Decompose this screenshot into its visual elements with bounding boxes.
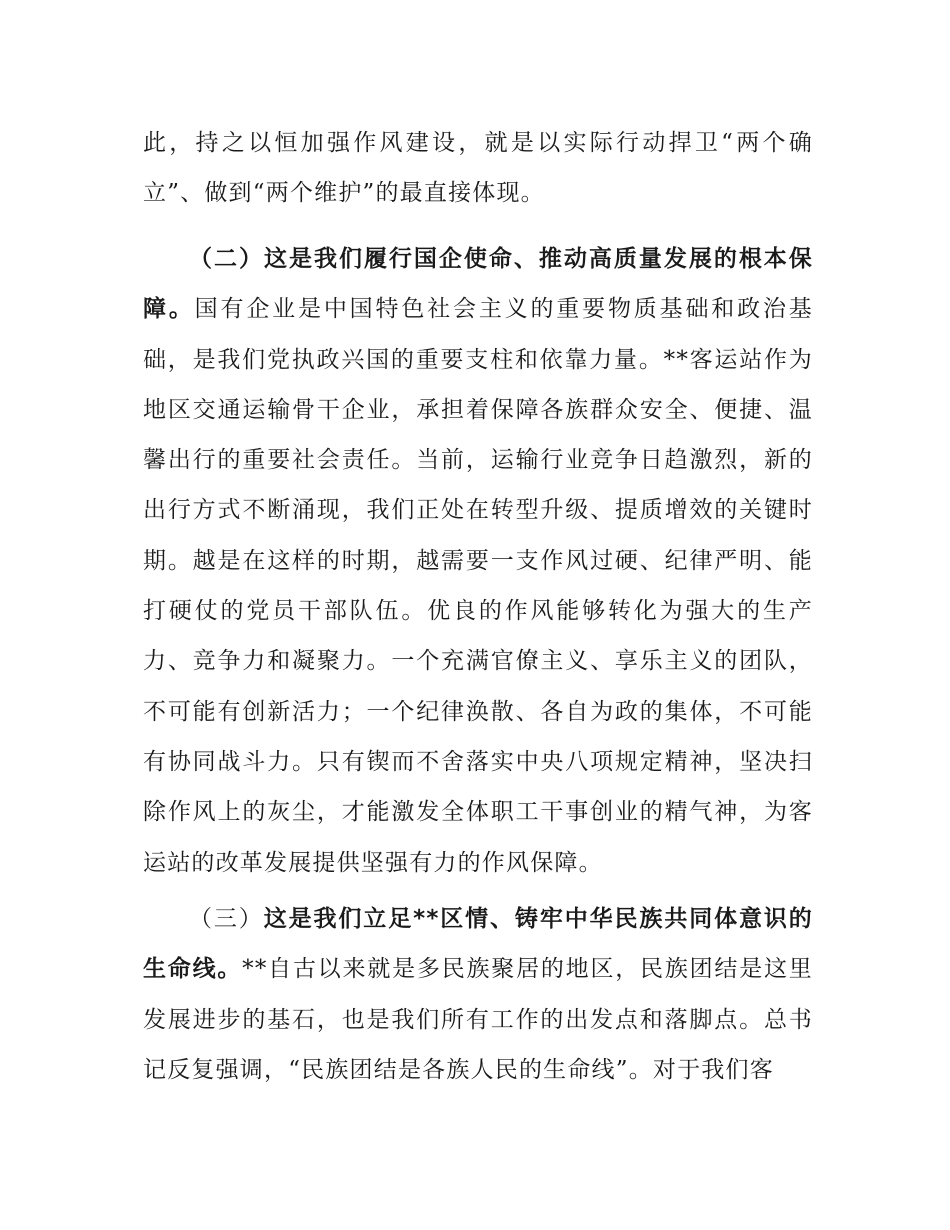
section-number: （三）: [189, 906, 264, 932]
paragraph-section-two: [143, 234, 813, 888]
paragraph-section-three: [143, 894, 813, 1095]
paragraph-body: 国有企业是中国特色社会主义的重要物质基础和政治基础，是我们党执政兴国的重要支柱和依靠力量。**客运站作为地区交通运输骨干企业，承担着保障各族群众安全、便捷、温馨出行的重要社会责任。当前，运输行业竞争日趋激烈，新的出行方式不断涌现，我们正处在转型升级、提质增效的关键时期。越是在这样的时期，越需要一支作风过硬、纪律严明、能打硬仗的党员干部队伍。优良的作风能够转化为强大的生产力、竞争力和凝聚力。一个充满官僚主义、享乐主义的团队，不可能有创新活力；一个纪律涣散、各自为政的集体，不可能有协同战斗力。只有锲而不舍落实中央八项规定精神，坚决扫除作风上的灰尘，才能激发全体职工干事创业的精气神，为客运站的改革发展提供坚强有力的作风保障。: [143, 296, 813, 876]
section-heading: （二）这是我们履行国企使命、推动高质量发展的根本保障。: [143, 246, 813, 323]
paragraph-continuation: [143, 118, 813, 219]
paragraph-text: 此，持之以恒加强作风建设，就是以实际行动捍卫“两个确立”、做到“两个维护”的最直接体现。: [143, 130, 813, 207]
paragraph-body: **自古以来就是多民族聚居的地区，民族团结是这里发展进步的基石，也是我们所有工作的出发点和落脚点。总书记反复强调，“民族团结是各族人民的生命线”。对于我们客: [143, 956, 813, 1083]
section-heading: 这是我们立足**区情、铸牢中华民族共同体意识的生命线。: [143, 906, 814, 983]
